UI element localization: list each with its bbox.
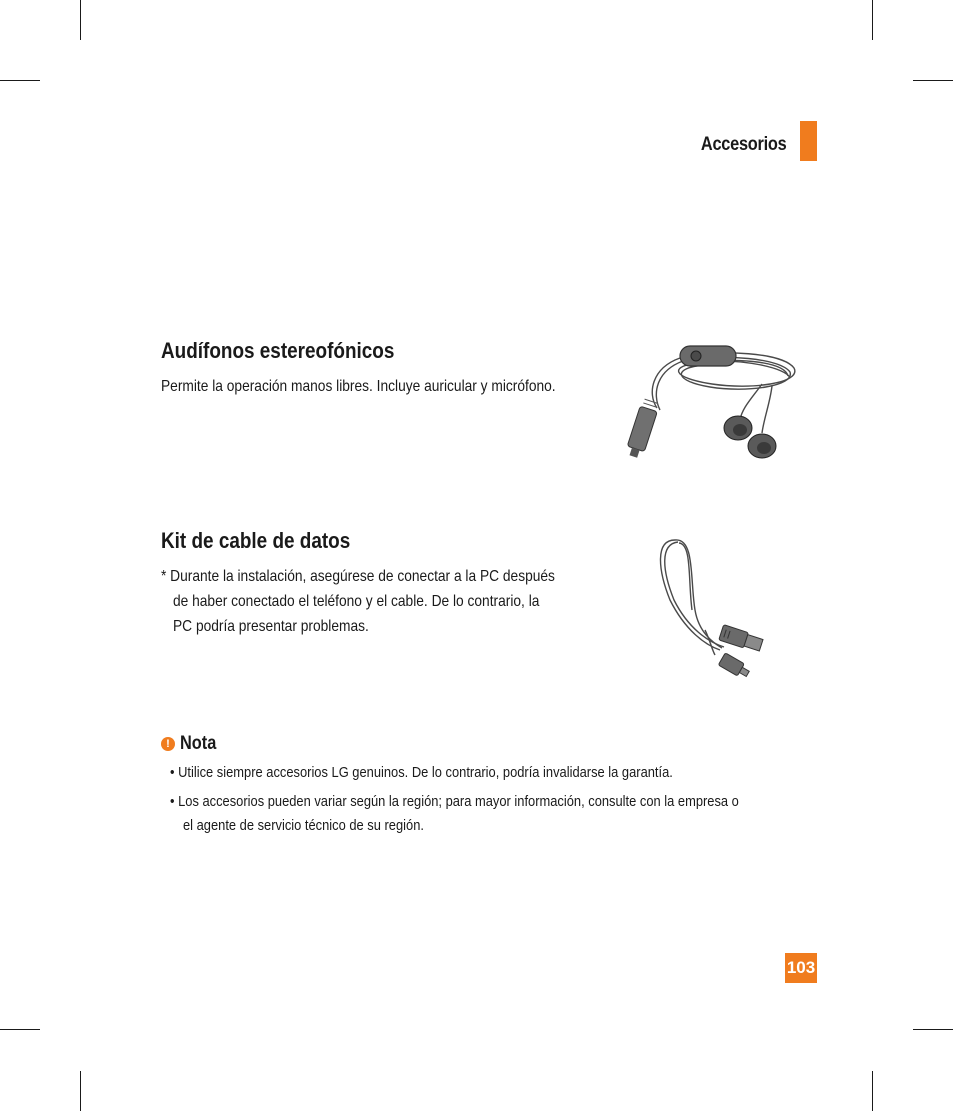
section-title-headset: Audífonos estereofónicos: [161, 338, 395, 363]
crop-mark: [872, 0, 873, 40]
crop-mark: [913, 1029, 953, 1030]
section-title-data-cable: Kit de cable de datos: [161, 528, 351, 553]
note-item-2-line-1: • Los accesorios pueden variar según la región; para mayor información, consulte con la empresa o: [170, 793, 739, 810]
section-text-data-cable-line-1: * Durante la instalación, asegúrese de conectar a la PC después: [161, 568, 555, 585]
stereo-headset-icon: [612, 338, 802, 473]
crop-mark: [913, 80, 953, 81]
crop-mark: [80, 0, 81, 40]
crop-mark: [0, 1029, 40, 1030]
note-item-1: • Utilice siempre accesorios LG genuinos. De lo contrario, podría invalidarse la garantía.: [170, 764, 673, 781]
note-label: Nota: [180, 733, 217, 754]
section-text-headset: Permite la operación manos libres. Incluye auricular y micrófono.: [161, 378, 556, 395]
crop-mark: [80, 1071, 81, 1111]
chapter-tab: [800, 121, 817, 161]
section-text-data-cable-line-2: de haber conectado el teléfono y el cable. De lo contrario, la: [173, 593, 540, 610]
crop-mark: [0, 80, 40, 81]
usb-data-cable-icon: [650, 530, 780, 690]
chapter-title: Accesorios: [700, 134, 786, 155]
crop-mark: [872, 1071, 873, 1111]
note-block: [161, 733, 222, 755]
note-item-2-line-2: el agente de servicio técnico de su región.: [183, 817, 424, 834]
section-text-data-cable-line-3: PC podría presentar problemas.: [173, 618, 369, 635]
alert-icon: !: [161, 737, 175, 751]
page-number: 103: [785, 953, 817, 983]
